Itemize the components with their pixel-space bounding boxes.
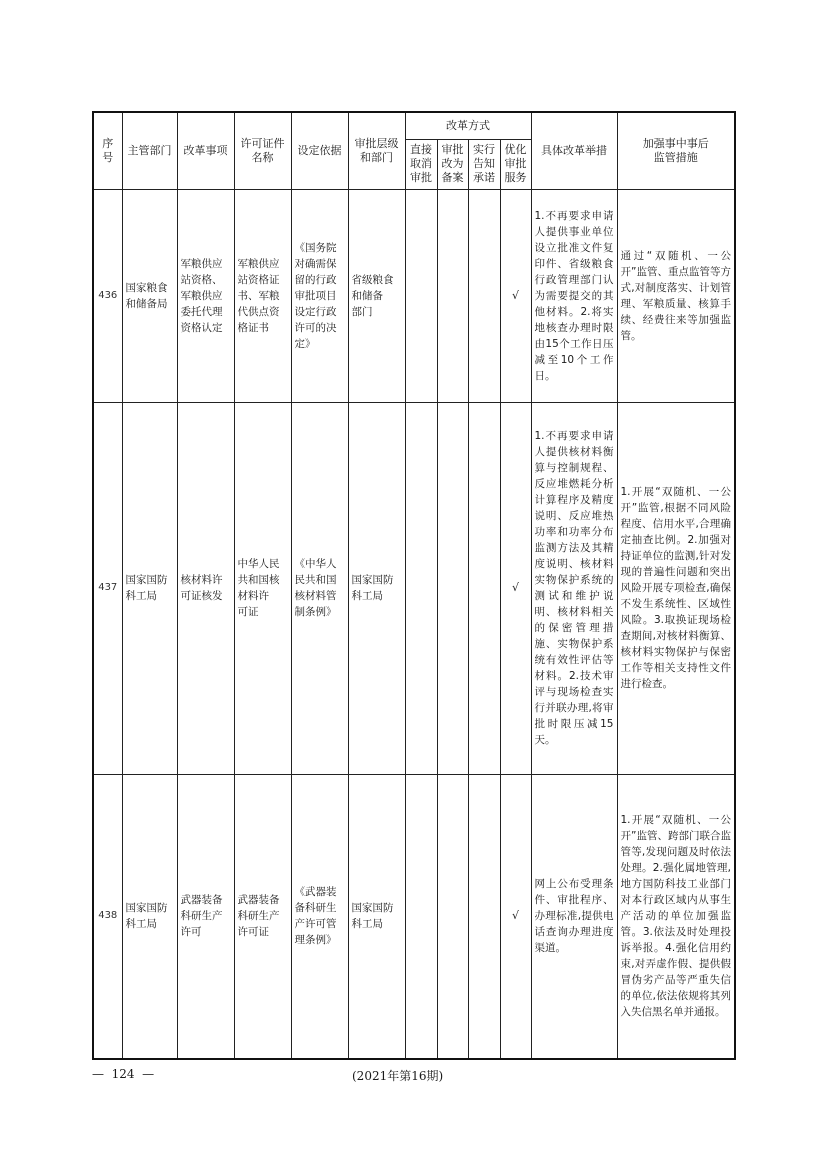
row-item: 军粮供应 站资格、 军粮供应 委托代理 资格认定	[177, 189, 234, 402]
table-row	[93, 189, 735, 402]
row-method-notify	[468, 402, 500, 774]
row-basis: 《中华人 民共和国 核材料管 制条例》	[291, 402, 348, 774]
page-number: — 124 —	[92, 1067, 155, 1081]
header-level: 审批层级 和部门	[348, 112, 405, 189]
row-license: 中华人民 共和国核 材料许 可证	[234, 402, 291, 774]
header-seq: 序号	[93, 112, 122, 189]
row-supervision: 通过“双随机、一公开”监管、重点监管等方式,对制度落实、计划管理、军粮质量、核算手续、经费往来等加强监管。	[617, 189, 735, 402]
row-license: 军粮供应 站资格证 书、军粮 代供点资 格证书	[234, 189, 291, 402]
row-method-filing	[437, 402, 468, 774]
row-method-optimize: √	[500, 774, 531, 1059]
row-basis: 《武器装 备科研生 产许可管 理条例》	[291, 774, 348, 1059]
header-supervision: 加强事中事后 监管措施	[617, 112, 735, 189]
header-method-filing: 审批 改为 备案	[437, 139, 468, 189]
table-row	[93, 402, 735, 774]
header-measures: 具体改革举措	[531, 112, 617, 189]
row-measures: 网上公布受理条件、审批程序、办理标准,提供电话查询办理进度渠道。	[531, 774, 617, 1059]
header-item: 改革事项	[177, 112, 234, 189]
row-method-cancel	[405, 774, 437, 1059]
row-measures: 1.不再要求申请人提供事业单位设立批准文件复印件、省级粮食行政管理部门认为需要提交的其他材料。2.将实地核查办理时限由15个工作日压减至10个工作日。	[531, 189, 617, 402]
row-department: 国家国防 科工局	[122, 774, 177, 1059]
row-seq: 436	[93, 189, 122, 402]
header-method-optimize: 优化 审批 服务	[500, 139, 531, 189]
row-basis: 《国务院 对确需保 留的行政 审批项目 设定行政 许可的决 定》	[291, 189, 348, 402]
row-item: 武器装备 科研生产 许可	[177, 774, 234, 1059]
row-level: 省级粮食 和储备 部门	[348, 189, 405, 402]
row-measures: 1.不再要求申请人提供核材料衡算与控制规程、反应堆燃耗分析计算程序及精度说明、反应堆热功率和功率分布监测方法及其精度说明、核材料实物保护系统的测试和维护说明、核材料相关的保密管理措施、实物保护系统有效性评估等材料。2.技术审评与现场检查实行并联办理,将审批时限压减15天。	[531, 402, 617, 774]
row-seq: 437	[93, 402, 122, 774]
table-row	[93, 774, 735, 1059]
row-method-filing	[437, 189, 468, 402]
row-method-optimize: √	[500, 189, 531, 402]
row-level: 国家国防 科工局	[348, 402, 405, 774]
header-row-top	[93, 112, 735, 139]
row-level: 国家国防 科工局	[348, 774, 405, 1059]
header-department: 主管部门	[122, 112, 177, 189]
header-reform-group: 改革方式	[405, 112, 531, 139]
row-department: 国家国防 科工局	[122, 402, 177, 774]
row-method-notify	[468, 189, 500, 402]
row-supervision: 1.开展“双随机、一公开”监管,根据不同风险程度、信用水平,合理确定抽查比例。2.加强对持证单位的监测,针对发现的普遍性问题和突出风险开展专项检查,确保不发生系统性、区域性风险。3.取换证现场检查期间,对核材料衡算、核材料实物保护与保密工作等相关支持性文件进行检查。	[617, 402, 735, 774]
row-department: 国家粮食 和储备局	[122, 189, 177, 402]
row-method-cancel	[405, 189, 437, 402]
row-seq: 438	[93, 774, 122, 1059]
issue-label: (2021年第16期)	[352, 1069, 444, 1083]
header-method-notify: 实行 告知 承诺	[468, 139, 500, 189]
reform-table	[92, 111, 736, 1060]
row-method-notify	[468, 774, 500, 1059]
row-license: 武器装备 科研生产 许可证	[234, 774, 291, 1059]
row-item: 核材料许 可证核发	[177, 402, 234, 774]
row-method-cancel	[405, 402, 437, 774]
header-method-cancel: 直接 取消 审批	[405, 139, 437, 189]
header-license: 许可证件 名称	[234, 112, 291, 189]
row-method-filing	[437, 774, 468, 1059]
row-supervision: 1.开展“双随机、一公开”监管、跨部门联合监管等,发现问题及时依法处理。2.强化属地管理,地方国防科技工业部门对本行政区域内从事生产活动的单位加强监管。3.依法及时处理投诉举报。4.强化信用约束,对弄虚作假、提供假冒伪劣产品等严重失信的单位,依法依规将其列入失信黑名单并通报。	[617, 774, 735, 1059]
row-method-optimize: √	[500, 402, 531, 774]
header-basis: 设定依据	[291, 112, 348, 189]
